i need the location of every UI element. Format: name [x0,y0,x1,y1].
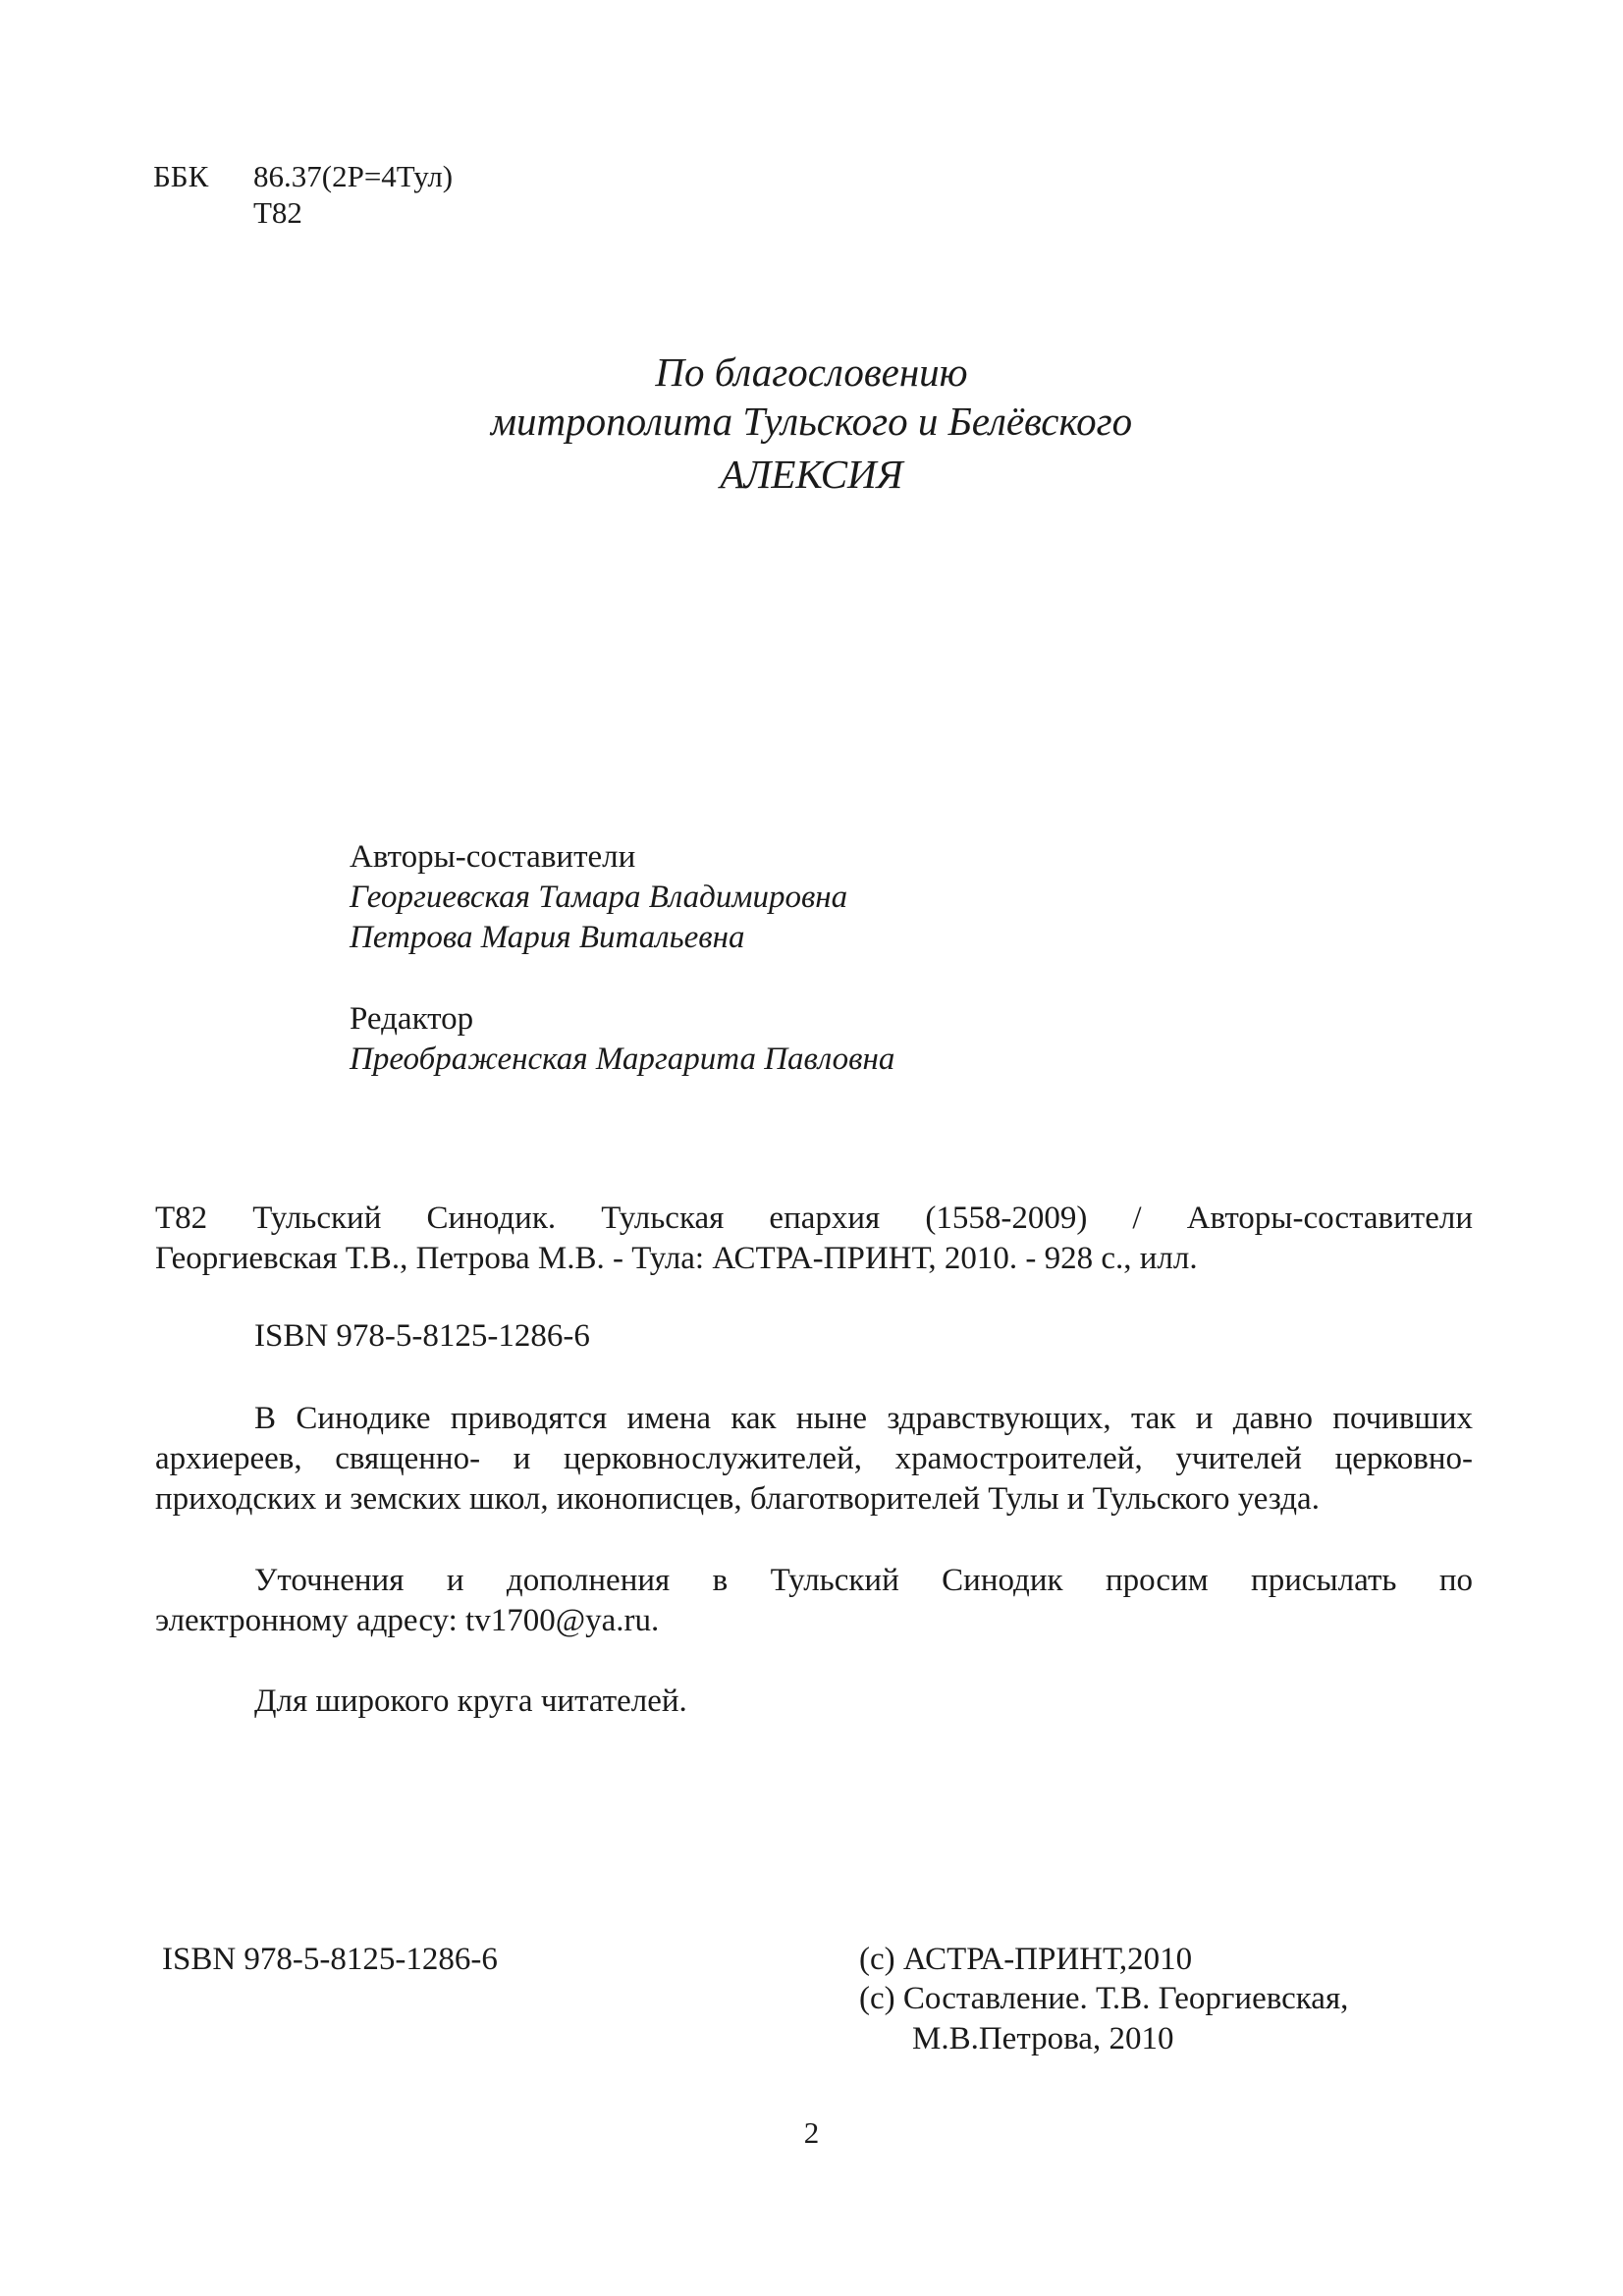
blessing-name: АЛЕКСИЯ [720,452,903,497]
bibliographic-line: Т82 Тульский Синодик. Тульская епархия (1558-2009) / Авторы-составители [155,1201,1473,1236]
bbk-author-mark: Т82 [253,195,302,230]
editor-name: Преображенская Маргарита Павловна [350,1041,895,1077]
author-name: Георгиевская Тамара Владимировна [350,880,848,915]
description-line: приходских и земских школ, иконописцев, благотворителей Тулы и Тульского уезда. [155,1481,1320,1517]
bibliographic-line: Георгиевская Т.В., Петрова М.В. - Тула: АСТРА-ПРИНТ, 2010. - 928 с., илл. [155,1241,1198,1276]
contact-paragraph [155,1561,1473,1641]
copyright-line: (с) Составление. Т.В. Георгиевская, [859,1981,1349,2016]
bbk-label: ББК [153,159,209,193]
contact-line: Уточнения и дополнения в Тульский Синодик просим присылать по [254,1563,1473,1598]
bibliographic-entry [155,1199,1473,1279]
contact-line: электронному адресу: tv1700@ya.ru. [155,1603,660,1638]
page-number: 2 [803,2115,820,2150]
audience-paragraph [155,1682,1473,1722]
copyright-line: М.В.Петрова, 2010 [912,2021,1174,2056]
description-paragraph [155,1399,1473,1520]
bbk-code: 86.37(2Р=4Тул) [253,159,454,193]
description-line: В Синодике приводятся имена как ныне здравствующих, так и давно почивших [254,1401,1473,1436]
description-line: архиереев, священно- и церковнослужителей, храмостроителей, учителей церковно- [155,1441,1473,1476]
editor-label: Редактор [350,1001,474,1037]
isbn-text: ISBN 978-5-8125-1286-6 [254,1318,590,1354]
authors-label: Авторы-составители [350,839,636,875]
copyright-line: (с) АСТРА-ПРИНТ,2010 [859,1942,1193,1977]
audience-text: Для широкого круга читателей. [254,1683,687,1719]
isbn-paragraph [155,1316,1473,1357]
blessing-line: митрополита Тульского и Белёвского [490,399,1133,444]
author-name: Петрова Мария Витальевна [350,920,745,955]
blessing-line: По благословению [655,349,968,395]
footer-isbn: ISBN 978-5-8125-1286-6 [162,1942,498,1977]
